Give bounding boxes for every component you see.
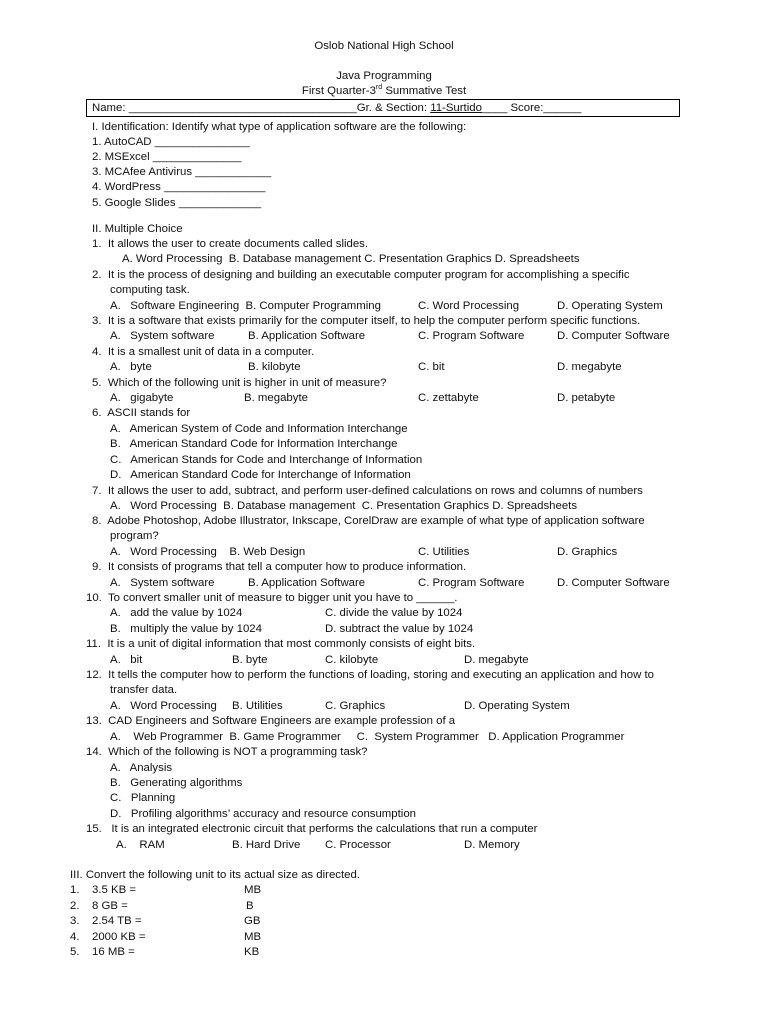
convert-num: 2. xyxy=(70,900,80,912)
option-c: C. Program Software xyxy=(418,577,525,589)
option-d: D. Memory xyxy=(464,839,520,851)
option-c: C. kilobyte xyxy=(325,654,379,666)
question-stem: 1. It allows the user to create documents called slides. xyxy=(92,238,369,250)
option-d: D. Computer Software xyxy=(557,330,670,342)
question-stem: 6. ASCII stands for xyxy=(92,407,191,419)
convert-value: 8 GB = xyxy=(92,900,128,912)
option-a: A. System software xyxy=(110,330,215,342)
convert-num: 3. xyxy=(70,915,80,927)
option-d: D. megabyte xyxy=(464,654,529,666)
option-b: B. Application Software xyxy=(248,577,366,589)
option-a: A. bit xyxy=(110,654,143,666)
option-b: B. Generating algorithms xyxy=(110,777,243,789)
part3-instruction: III. Convert the following unit to its actual size as directed. xyxy=(70,869,360,881)
identification-item: 4. WordPress ________________ xyxy=(92,181,266,193)
option-d: D. Operating System xyxy=(557,300,663,312)
convert-value: 3.5 KB = xyxy=(92,884,137,896)
question-stem: 11. It is a unit of digital information that most commonly consists of eight bits. xyxy=(86,638,476,650)
option-b: B. Hard Drive xyxy=(232,839,301,851)
option-a: A. Word Processing xyxy=(110,700,217,712)
option-a: A. add the value by 1024 xyxy=(110,607,243,619)
question-stem: 3. It is a software that exists primarily for the computer itself, to help the computer perform specific functions. xyxy=(92,315,641,327)
option-a: A. Software Engineering B. Computer Programming xyxy=(110,300,381,312)
question-stem: 15. It is an integrated electronic circuit that performs the calculations that run a computer xyxy=(86,823,538,835)
convert-value: 2000 KB = xyxy=(92,931,146,943)
test-title-rest: Summative Test xyxy=(382,85,467,97)
identification-item: 5. Google Slides _____________ xyxy=(92,197,262,209)
part2-title: II. Multiple Choice xyxy=(92,223,183,235)
option-d: D. Graphics xyxy=(557,546,618,558)
option-a: A. gigabyte xyxy=(110,392,174,404)
identification-item: 1. AutoCAD _______________ xyxy=(92,136,250,148)
option-c: C. zettabyte xyxy=(418,392,479,404)
school-name: Oslob National High School xyxy=(314,40,454,52)
convert-num: 1. xyxy=(70,884,80,896)
option-d: D. megabyte xyxy=(557,361,622,373)
question-stem-cont: program? xyxy=(110,530,159,542)
option-d: D. subtract the value by 1024 xyxy=(325,623,474,635)
question-stem-cont: computing task. xyxy=(110,284,190,296)
identification-item: 2. MSExcel ______________ xyxy=(92,151,242,163)
option-c: C. Planning xyxy=(110,792,176,804)
question-stem: 14. Which of the following is NOT a programming task? xyxy=(86,746,368,758)
section-value: 11-Surtido xyxy=(430,102,482,114)
option-c: C. American Stands for Code and Interchange of Information xyxy=(110,454,423,466)
convert-value: 16 MB = xyxy=(92,946,135,958)
question-stem: 13. CAD Engineers and Software Engineers are example profession of a xyxy=(86,715,456,727)
question-stem: 2. It is the process of designing and building an executable computer program for accomplishing a specific xyxy=(92,269,630,281)
option-d: D. Computer Software xyxy=(557,577,670,589)
test-title-ordinal: rd xyxy=(375,84,383,92)
question-options: A. Word Processing B. Database management C. Presentation Graphics D. Spreadsheets xyxy=(110,500,578,512)
option-c: C. bit xyxy=(418,361,445,373)
convert-unit: GB xyxy=(244,915,261,927)
option-b: B. kilobyte xyxy=(248,361,301,373)
option-c: C. Program Software xyxy=(418,330,525,342)
convert-num: 4. xyxy=(70,931,80,943)
convert-unit: MB xyxy=(244,931,262,943)
option-b: B. Utilities xyxy=(232,700,283,712)
score-label: ____ Score:______ xyxy=(481,102,582,114)
option-d: D. Operating System xyxy=(464,700,570,712)
convert-unit: B xyxy=(246,900,254,912)
test-title xyxy=(0,84,768,99)
identification-item: 3. MCAfee Antivirus ____________ xyxy=(92,166,272,178)
question-stem-cont: transfer data. xyxy=(110,684,178,696)
option-b: B. multiply the value by 1024 xyxy=(110,623,262,635)
option-a: A. System software xyxy=(110,577,215,589)
option-c: C. divide the value by 1024 xyxy=(325,607,463,619)
question-stem: 12. It tells the computer how to perform the functions of loading, storing and executing an application and how to xyxy=(86,669,654,681)
name-line[interactable] xyxy=(92,101,581,116)
question-stem: 7. It allows the user to add, subtract, and perform user-defined calculations on rows and columns of numbers xyxy=(92,485,643,497)
part1-instruction: I. Identification: Identify what type of application software are the following: xyxy=(92,121,467,133)
question-options: A. Word Processing B. Database management C. Presentation Graphics D. Spreadsheets xyxy=(122,253,580,265)
option-c: C. Word Processing xyxy=(418,300,520,312)
option-c: C. Graphics xyxy=(325,700,386,712)
option-b: B. American Standard Code for Information Interchange xyxy=(110,438,398,450)
option-a: A. Analysis xyxy=(110,762,173,774)
option-d: D. petabyte xyxy=(557,392,616,404)
option-c: C. Processor xyxy=(325,839,391,851)
option-d: D. Profiling algorithms’ accuracy and resource consumption xyxy=(110,808,416,820)
option-a: A. byte xyxy=(110,361,152,373)
question-stem: 9. It consists of programs that tell a computer how to produce information. xyxy=(92,561,467,573)
option-a: A. RAM xyxy=(116,839,165,851)
question-stem: 5. Which of the following unit is higher in unit of measure? xyxy=(92,377,387,389)
option-b: B. byte xyxy=(232,654,268,666)
convert-unit: MB xyxy=(244,884,262,896)
option-c: C. Utilities xyxy=(418,546,470,558)
question-options: A. Web Programmer B. Game Programmer C. System Programmer D. Application Programmer xyxy=(110,731,625,743)
option-b: B. megabyte xyxy=(244,392,308,404)
option-a: A. Word Processing B. Web Design xyxy=(110,546,306,558)
question-stem: 4. It is a smallest unit of data in a computer. xyxy=(92,346,315,358)
question-stem: 8. Adobe Photoshop, Adobe Illustrator, Inkscape, CorelDraw are example of what type of application software xyxy=(92,515,645,527)
convert-unit: KB xyxy=(244,946,260,958)
name-label: Name: ____________________________________Gr. & Section: xyxy=(92,102,431,114)
option-a: A. American System of Code and Information Interchange xyxy=(110,423,408,435)
question-stem: 10. To convert smaller unit of measure to bigger unit you have to ______. xyxy=(86,592,458,604)
test-title-main: First Quarter-3 xyxy=(301,85,376,97)
convert-num: 5. xyxy=(70,946,80,958)
convert-value: 2.54 TB = xyxy=(92,915,142,927)
subject-title: Java Programming xyxy=(336,70,432,82)
option-d: D. American Standard Code for Interchange of Information xyxy=(110,469,411,481)
option-b: B. Application Software xyxy=(248,330,366,342)
